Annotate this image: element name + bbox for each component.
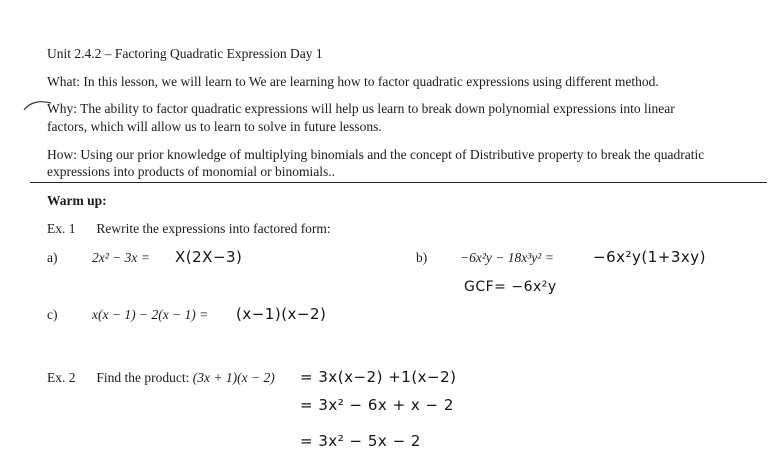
ex1-b-answer: [593, 248, 706, 266]
how-text-1: Using our prior knowledge of multiplying binomials and the concept of Distributive property to break the quadratic: [80, 147, 705, 162]
title-text: Unit 2.4.2 – Factoring Quadratic Expression Day 1: [47, 46, 323, 61]
why-line-1: [47, 101, 675, 117]
why-text-2: factors, which will allow us to learn to solve in future lessons.: [47, 119, 382, 134]
ex2-expression: (3x + 1)(x − 2): [192, 370, 275, 385]
ex1-instruction: Rewrite the expressions into factored form:: [96, 221, 331, 236]
ex1-a-expr: 2x² − 3x =: [92, 250, 150, 265]
warmup-heading: [47, 193, 107, 209]
ex2-instruction: Find the product:: [96, 370, 190, 385]
why-label: Why:: [47, 101, 77, 116]
ex1-c-label: [47, 307, 58, 323]
ex1-instruction-line: [47, 221, 331, 237]
page-title: [47, 46, 323, 62]
ex1-a-label-text: a): [47, 250, 58, 265]
what-label: What:: [47, 74, 80, 89]
ex1-label: Ex. 1: [47, 221, 76, 236]
why-line-2: [47, 119, 382, 135]
section-divider: [30, 182, 767, 183]
ex2-step-3-text: = 3x² − 5x − 2: [300, 432, 421, 450]
how-label: How:: [47, 147, 77, 162]
ex1-b-expr: −6x²y − 18x³y² =: [460, 250, 554, 265]
ex1-b-answer-text: −6x²y(1+3xy): [593, 248, 706, 266]
ex1-a-answer: [175, 248, 242, 266]
ex1-b-label-text: b): [416, 250, 428, 265]
how-text-2: expressions into products of monomial or binomials..: [47, 164, 335, 179]
ex1-a-label: [47, 250, 58, 266]
ex1-b-note-text: GCF= −6x²y: [464, 279, 557, 295]
ex2-step-1: [300, 368, 457, 386]
how-line-2: [47, 164, 335, 180]
ex2-line: [47, 370, 275, 386]
ex2-step-3: [300, 432, 421, 450]
ex1-c-label-text: c): [47, 307, 58, 322]
warmup-heading-text: Warm up:: [47, 193, 107, 208]
why-text-1: The ability to factor quadratic expressions will help us learn to break down polynomial expressions into linear: [80, 101, 675, 116]
ex2-step-2-text: = 3x² − 6x + x − 2: [300, 396, 454, 414]
ex2-step-1-text: = 3x(x−2) +1(x−2): [300, 368, 457, 386]
how-line-1: [47, 147, 704, 163]
ex1-c-answer: [236, 305, 326, 323]
ex1-b-gcf-note: [464, 278, 557, 296]
what-line: [47, 74, 659, 90]
ex1-c-expression: [92, 307, 208, 323]
ex1-c-expr: x(x − 1) − 2(x − 1) =: [92, 307, 209, 322]
ex1-c-answer-text: (x−1)(x−2): [236, 305, 327, 323]
ex1-b-expression: [460, 250, 554, 266]
ex1-b-label: [416, 250, 427, 266]
ex1-a-expression: [92, 250, 150, 266]
ex2-step-2: [300, 396, 454, 414]
what-text: In this lesson, we will learn to We are learning how to factor quadratic expressions using different method.: [83, 74, 659, 89]
ex2-label: Ex. 2: [47, 370, 76, 385]
ex1-a-answer-text: X(2X−3): [175, 248, 243, 266]
